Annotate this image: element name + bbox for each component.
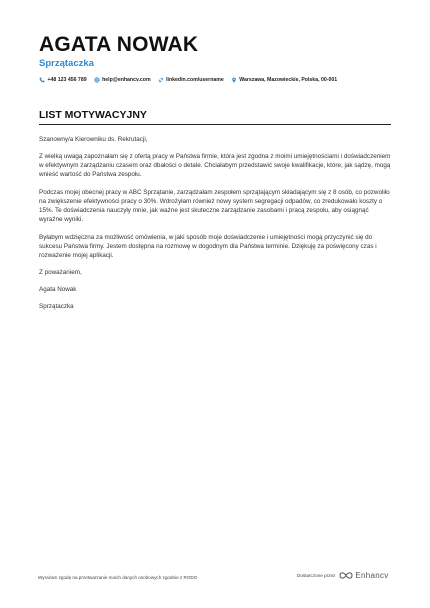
at-icon xyxy=(94,77,100,83)
link-icon xyxy=(158,77,164,83)
contact-linkedin[interactable] xyxy=(158,77,224,83)
signature-name: Agata Nowak xyxy=(39,286,77,294)
contact-phone-text: +48 123 456 789 xyxy=(47,77,87,83)
powered-by[interactable] xyxy=(297,571,389,580)
greeting: Szanowny/a Kierowniku ds. Rekrutacji, xyxy=(39,136,148,143)
contact-bar xyxy=(39,77,410,83)
job-title: Sprzątaczka xyxy=(39,58,94,69)
phone-icon xyxy=(39,77,45,83)
powered-by-label: Dostarczone przez xyxy=(297,573,336,578)
paragraph: Podczas mojej obecnej pracy w ABC Sprzątanie, zarządzałam zespołem sprzątającym składającym się z 8 osób, co pozwoliło na zwiększenie efektywności pracy o 30%. Wdrożyłam również nowy system segregacji odpadów, co zredukowało koszty o 15%. Te doświadczenia nauczyły mnie, jak ważne jest skuteczne zarządzanie zasobami i pracą zespołu, aby osiągnąć wyraźne wyniki. xyxy=(39,188,390,224)
paragraph: Byłabym wdzięczna za możliwość omówienia, w jaki sposób moje doświadczenie i umiejętności mogą przyczynić się do sukcesu Państwa firmy. Jestem dostępna na rozmowę w dogodnym dla Państwa terminie. Dziękuję za poświęcony czas i rozważenie mojej aplikacji. xyxy=(39,233,377,259)
gdpr-consent: Wyrażam zgodę na przetwarzanie moich danych osobowych zgodnie z RODO xyxy=(38,575,198,580)
closing: Z poważaniem, xyxy=(39,269,82,277)
contact-location-text: Warszawa, Mazowieckie, Polska, 00-001 xyxy=(239,77,338,83)
contact-email-text: help@enhancv.com xyxy=(102,77,151,83)
contact-linkedin-text: linkedin.com/username xyxy=(166,77,224,83)
paragraph: Z wielką uwagą zapoznałam się z ofertą pracy w Państwa firmie, która jest zgodna z moimi umiejętnościami i doświadczeniem w efektywnym zarządzaniu czasem oraz dbałości o detale. Chciałabym przedstawić swoje kwalifikacje, które, jak sądzę, mogą wnieść wartość do Państwa zespołu. xyxy=(39,152,391,179)
location-pin-icon xyxy=(231,77,237,83)
section-divider xyxy=(39,124,391,125)
contact-location xyxy=(231,77,337,83)
enhancv-logo-icon xyxy=(339,571,353,580)
section-title: LIST MOTYWACYJNY xyxy=(39,109,147,121)
brand-name: Enhancv xyxy=(355,571,389,580)
contact-email[interactable] xyxy=(94,77,151,83)
contact-phone xyxy=(39,77,87,83)
letter-body xyxy=(39,135,391,319)
signature-title: Sprzątaczka xyxy=(39,302,74,310)
candidate-name: AGATA NOWAK xyxy=(39,33,199,56)
